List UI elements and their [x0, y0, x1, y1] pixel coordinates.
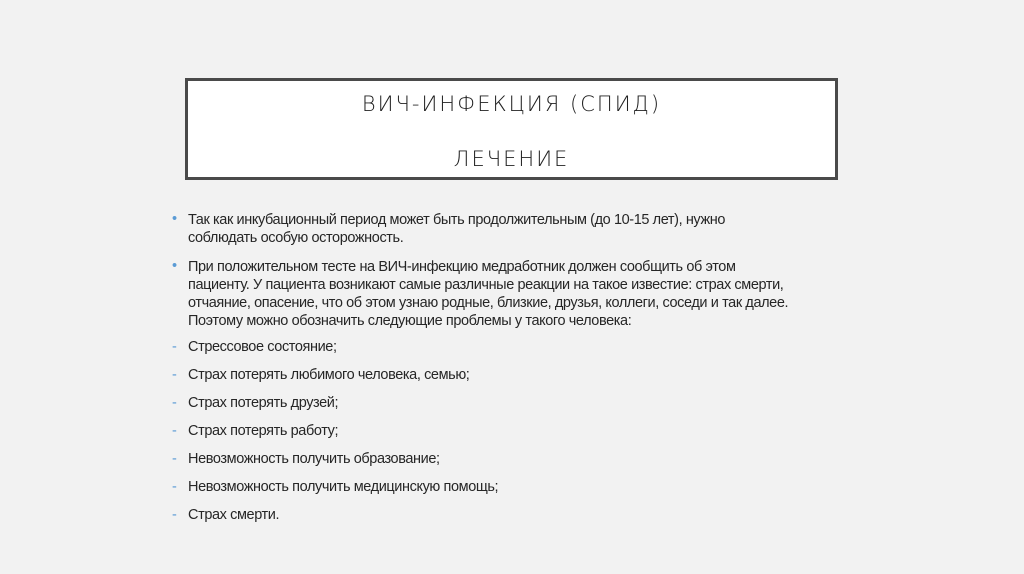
slide-subtitle: ЛЕЧЕНИЕ — [453, 147, 570, 171]
dash-icon: - — [172, 395, 177, 411]
dash-icon: - — [172, 479, 177, 495]
text-line: отчаяние, опасение, что об этом узнаю родные, близкие, друзья, коллеги, соседи и так далее. — [188, 295, 789, 311]
dash-icon: - — [172, 423, 177, 439]
list-item — [172, 338, 337, 356]
list-item — [172, 506, 280, 524]
title-box — [185, 78, 838, 180]
list-item-text: Стрессовое состояние; — [188, 339, 337, 355]
dash-icon: - — [172, 451, 177, 467]
bullet-icon: • — [172, 258, 177, 274]
list-item — [172, 478, 499, 496]
dash-icon: - — [172, 339, 177, 355]
text-line: соблюдать особую осторожность. — [188, 230, 404, 246]
list-item-text: Страх потерять друзей; — [188, 395, 339, 411]
list-item-text: Страх потерять работу; — [188, 423, 339, 439]
bullet-icon: • — [172, 211, 177, 227]
list-item — [172, 422, 339, 440]
list-item — [172, 366, 470, 384]
list-item-text: Страх потерять любимого человека, семью; — [188, 367, 470, 383]
text-line: пациенту. У пациента возникают самые различные реакции на такое известие: страх смерти, — [188, 277, 784, 293]
dash-icon: - — [172, 507, 177, 523]
text-line: Поэтому можно обозначить следующие проблемы у такого человека: — [188, 313, 632, 329]
bullet-paragraph — [172, 258, 789, 330]
list-item-text: Страх смерти. — [188, 507, 280, 523]
list-item — [172, 394, 339, 412]
slide-title: ВИЧ-ИНФЕКЦИЯ (СПИД) — [361, 92, 662, 116]
text-line: При положительном тесте на ВИЧ-инфекцию медработник должен сообщить об этом — [188, 259, 736, 275]
list-item-text: Невозможность получить медицинскую помощь; — [188, 479, 499, 495]
text-line: Так как инкубационный период может быть продолжительным (до 10-15 лет), нужно — [188, 212, 726, 228]
bullet-paragraph — [172, 211, 726, 247]
list-item — [172, 450, 440, 468]
list-item-text: Невозможность получить образование; — [188, 451, 440, 467]
dash-icon: - — [172, 367, 177, 383]
